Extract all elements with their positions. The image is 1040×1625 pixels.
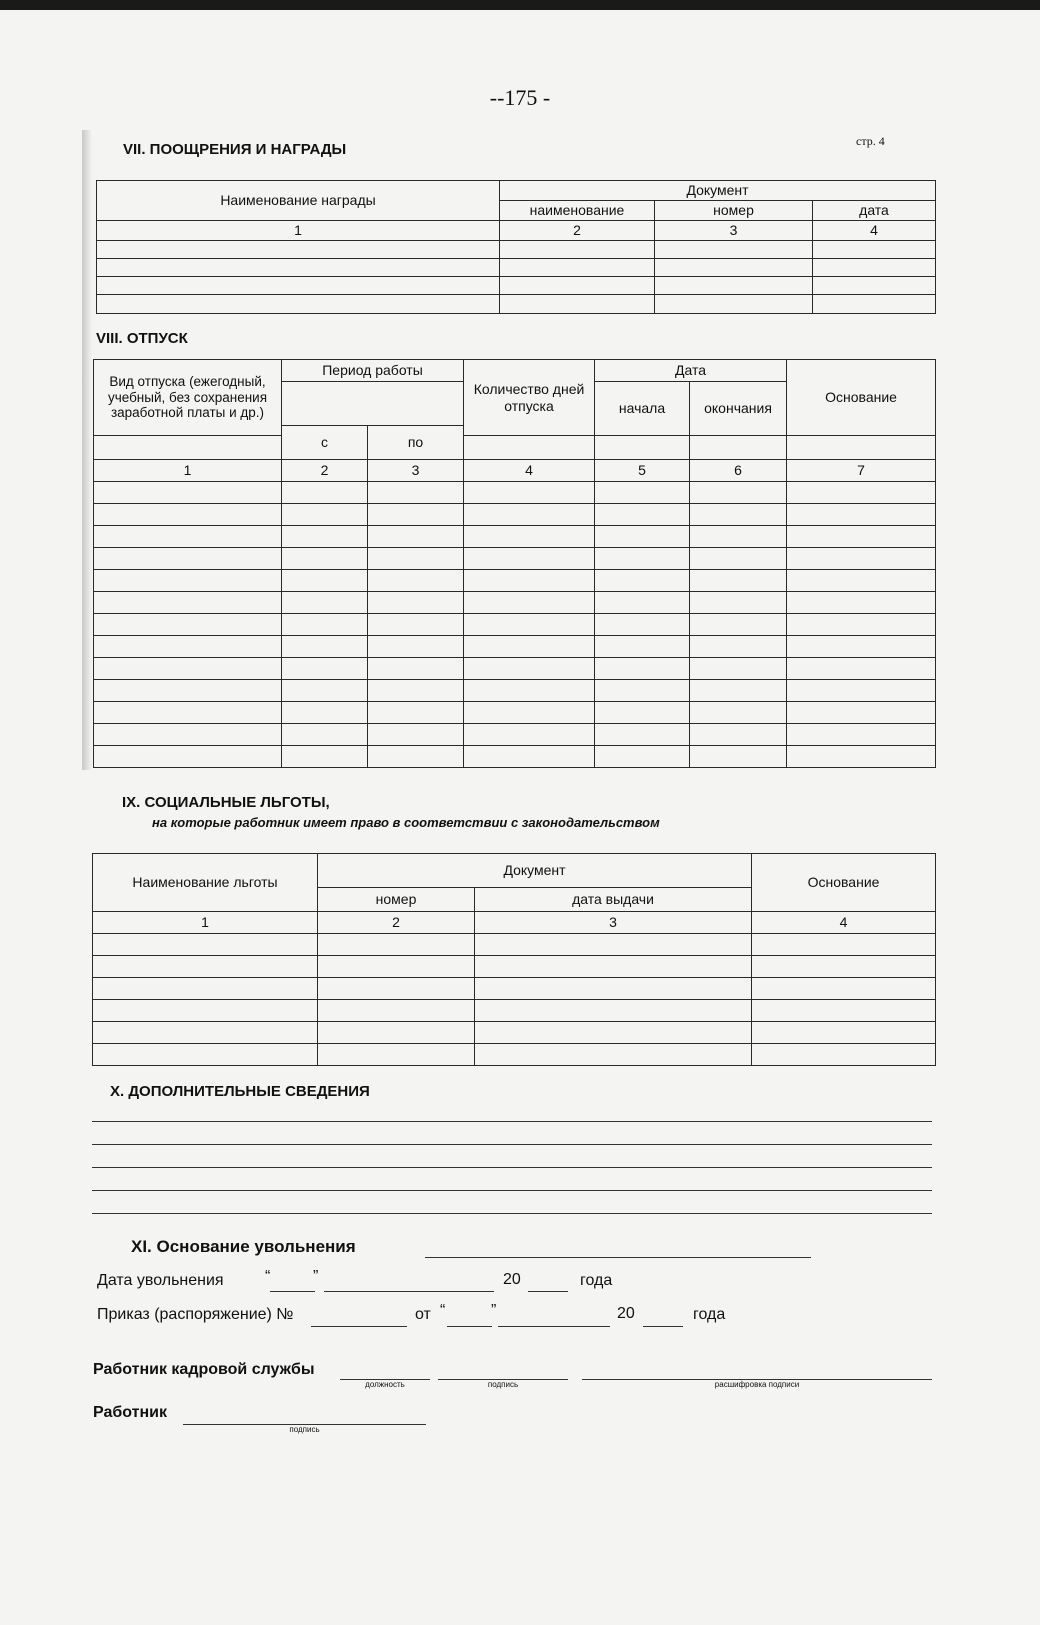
- benefits-cell[interactable]: [752, 1022, 936, 1044]
- awards-cell[interactable]: [500, 277, 655, 295]
- vacation-cell[interactable]: [368, 614, 464, 636]
- vacation-cell[interactable]: [690, 614, 787, 636]
- awards-header-doc-number: номер: [655, 201, 813, 221]
- benefits-cell[interactable]: [318, 1000, 475, 1022]
- awards-cell[interactable]: [500, 295, 655, 314]
- vacation-row: [94, 746, 936, 768]
- additional-info-line[interactable]: [92, 1167, 932, 1168]
- vacation-cell[interactable]: [787, 724, 936, 746]
- benefits-cell[interactable]: [93, 934, 318, 956]
- vacation-cell[interactable]: [464, 614, 595, 636]
- vacation-cell[interactable]: [368, 504, 464, 526]
- awards-cell[interactable]: [655, 241, 813, 259]
- dismissal-year-suffix: года: [580, 1272, 613, 1289]
- additional-section-title: X. ДОПОЛНИТЕЛЬНЫЕ СВЕДЕНИЯ: [110, 1083, 370, 1100]
- vacation-cell[interactable]: [690, 658, 787, 680]
- vacation-row: [94, 702, 936, 724]
- benefits-cell[interactable]: [93, 1044, 318, 1066]
- vacation-cell[interactable]: [595, 658, 690, 680]
- order-open-quote: “: [440, 1302, 446, 1319]
- vacation-cell[interactable]: [595, 570, 690, 592]
- benefits-cell[interactable]: [475, 1000, 752, 1022]
- awards-cell[interactable]: [500, 241, 655, 259]
- vacation-cell[interactable]: [595, 614, 690, 636]
- dismissal-date-label: Дата увольнения: [97, 1272, 224, 1289]
- awards-section-title: VII. ПООЩРЕНИЯ И НАГРАДЫ: [123, 141, 347, 158]
- vacation-header-work-period: Период работы: [282, 360, 464, 382]
- dismissal-basis-line[interactable]: [425, 1257, 811, 1258]
- awards-row: [97, 277, 936, 295]
- vacation-cell[interactable]: [282, 636, 368, 658]
- vacation-cell[interactable]: [464, 548, 595, 570]
- dismissal-year-prefix: 20: [503, 1271, 521, 1288]
- vacation-header-date: Дата: [595, 360, 787, 382]
- awards-header-name: Наименование награды: [97, 181, 500, 221]
- awards-cell[interactable]: [813, 259, 936, 277]
- vacation-cell[interactable]: [282, 746, 368, 768]
- vacation-col-number: 6: [690, 460, 787, 482]
- vacation-cell[interactable]: [690, 724, 787, 746]
- vacation-cell[interactable]: [282, 482, 368, 504]
- vacation-cell[interactable]: [690, 548, 787, 570]
- vacation-cell[interactable]: [282, 570, 368, 592]
- vacation-cell[interactable]: [94, 526, 282, 548]
- benefits-cell[interactable]: [752, 956, 936, 978]
- hr-position-caption: должность: [365, 1380, 405, 1389]
- vacation-header-from: с: [282, 426, 368, 460]
- vacation-cell[interactable]: [787, 592, 936, 614]
- dismissal-section-title: XI. Основание увольнения: [131, 1237, 356, 1256]
- vacation-table-body: [93, 425, 936, 768]
- vacation-cell[interactable]: [368, 702, 464, 724]
- benefits-section-subtitle: на которые работник имеет право в соответствии с законодательством: [152, 815, 660, 830]
- dismissal-month-line[interactable]: [324, 1291, 494, 1292]
- benefits-header-basis: Основание: [752, 854, 936, 912]
- vacation-cell[interactable]: [690, 746, 787, 768]
- vacation-cell[interactable]: [690, 680, 787, 702]
- vacation-cell[interactable]: [464, 592, 595, 614]
- vacation-cell[interactable]: [787, 504, 936, 526]
- awards-cell[interactable]: [813, 241, 936, 259]
- awards-col-number: 3: [655, 221, 813, 241]
- benefits-cell[interactable]: [475, 978, 752, 1000]
- order-number-line[interactable]: [311, 1326, 407, 1327]
- scan-top-border: [0, 0, 1040, 10]
- awards-cell[interactable]: [813, 295, 936, 314]
- additional-info-line[interactable]: [92, 1190, 932, 1191]
- vacation-cell[interactable]: [595, 702, 690, 724]
- awards-row: [97, 295, 936, 314]
- vacation-cell[interactable]: [282, 680, 368, 702]
- order-year-prefix: 20: [617, 1305, 635, 1322]
- benefits-row: [93, 1000, 936, 1022]
- vacation-cell[interactable]: [595, 526, 690, 548]
- date-open-quote: “: [265, 1268, 271, 1285]
- vacation-cell[interactable]: [368, 592, 464, 614]
- vacation-cell[interactable]: [464, 504, 595, 526]
- awards-cell[interactable]: [655, 295, 813, 314]
- vacation-cell[interactable]: [595, 680, 690, 702]
- hr-worker-label: Работник кадровой службы: [93, 1361, 315, 1378]
- vacation-cell[interactable]: [94, 746, 282, 768]
- vacation-cell[interactable]: [282, 724, 368, 746]
- vacation-row: [94, 724, 936, 746]
- vacation-cell[interactable]: [94, 482, 282, 504]
- vacation-cell[interactable]: [787, 526, 936, 548]
- vacation-cell[interactable]: [690, 482, 787, 504]
- order-close-quote: ”: [491, 1302, 497, 1319]
- benefits-cell[interactable]: [318, 1044, 475, 1066]
- vacation-cell[interactable]: [282, 504, 368, 526]
- benefits-cell[interactable]: [475, 1044, 752, 1066]
- additional-info-line[interactable]: [92, 1213, 932, 1214]
- vacation-cell[interactable]: [94, 658, 282, 680]
- vacation-header-type: Вид отпуска (ежегодный, учебный, без сохранения заработной платы и др.): [94, 360, 282, 436]
- vacation-cell[interactable]: [595, 592, 690, 614]
- vacation-cell[interactable]: [595, 636, 690, 658]
- vacation-col-number: 1: [94, 460, 282, 482]
- awards-cell[interactable]: [97, 259, 500, 277]
- benefits-table: [92, 853, 936, 1066]
- benefits-cell[interactable]: [93, 978, 318, 1000]
- vacation-cell[interactable]: [368, 658, 464, 680]
- vacation-header-days: Количество дней отпуска: [464, 360, 595, 436]
- awards-cell[interactable]: [655, 277, 813, 295]
- vacation-cell[interactable]: [94, 504, 282, 526]
- vacation-cell[interactable]: [464, 702, 595, 724]
- page-number: --175 -: [489, 85, 551, 110]
- vacation-cell[interactable]: [690, 526, 787, 548]
- benefits-cell[interactable]: [475, 1022, 752, 1044]
- vacation-cell[interactable]: [282, 658, 368, 680]
- vacation-header-basis: Основание: [787, 360, 936, 436]
- awards-header-doc-date: дата: [813, 201, 936, 221]
- vacation-cell[interactable]: [787, 614, 936, 636]
- vacation-cell[interactable]: [690, 636, 787, 658]
- vacation-cell[interactable]: [282, 526, 368, 548]
- vacation-row: [94, 548, 936, 570]
- vacation-cell[interactable]: [94, 680, 282, 702]
- benefits-cell[interactable]: [93, 956, 318, 978]
- vacation-cell[interactable]: [368, 724, 464, 746]
- vacation-cell[interactable]: [282, 702, 368, 724]
- vacation-cell[interactable]: [368, 746, 464, 768]
- benefits-row: [93, 978, 936, 1000]
- vacation-cell[interactable]: [464, 680, 595, 702]
- benefits-col-number: 4: [752, 912, 936, 934]
- benefits-cell[interactable]: [93, 1000, 318, 1022]
- awards-table: [96, 180, 936, 314]
- benefits-cell[interactable]: [93, 1022, 318, 1044]
- vacation-cell[interactable]: [787, 746, 936, 768]
- additional-info-line[interactable]: [92, 1121, 932, 1122]
- awards-header-doc-name: наименование: [500, 201, 655, 221]
- vacation-cell[interactable]: [464, 724, 595, 746]
- vacation-row: [94, 680, 936, 702]
- awards-cell[interactable]: [655, 259, 813, 277]
- awards-cell[interactable]: [97, 295, 500, 314]
- vacation-cell[interactable]: [282, 614, 368, 636]
- vacation-cell[interactable]: [690, 702, 787, 724]
- hr-decoding-caption: расшифровка подписи: [714, 1380, 800, 1389]
- vacation-col-number: 3: [368, 460, 464, 482]
- vacation-cell[interactable]: [368, 680, 464, 702]
- vacation-row: [94, 504, 936, 526]
- employee-label: Работник: [93, 1404, 167, 1421]
- benefits-header-issue-date: дата выдачи: [475, 888, 752, 912]
- vacation-cell[interactable]: [595, 548, 690, 570]
- benefits-cell[interactable]: [752, 978, 936, 1000]
- benefits-col-number: 3: [475, 912, 752, 934]
- vacation-row: [94, 636, 936, 658]
- vacation-cell[interactable]: [690, 504, 787, 526]
- benefits-col-number: 2: [318, 912, 475, 934]
- order-month-line[interactable]: [498, 1326, 610, 1327]
- vacation-col-number: 5: [595, 460, 690, 482]
- benefits-cell[interactable]: [752, 934, 936, 956]
- vacation-header-to: по: [368, 426, 464, 460]
- vacation-cell[interactable]: [94, 570, 282, 592]
- benefits-cell[interactable]: [318, 978, 475, 1000]
- vacation-cell[interactable]: [595, 482, 690, 504]
- vacation-cell[interactable]: [595, 724, 690, 746]
- dismissal-day-line[interactable]: [270, 1291, 315, 1292]
- awards-header-document: Документ: [500, 181, 936, 201]
- additional-info-line[interactable]: [92, 1144, 932, 1145]
- vacation-cell[interactable]: [787, 658, 936, 680]
- vacation-cell[interactable]: [595, 504, 690, 526]
- vacation-header-basis-cont: [787, 426, 936, 460]
- vacation-cell[interactable]: [690, 570, 787, 592]
- vacation-col-number: 7: [787, 460, 936, 482]
- vacation-cell[interactable]: [368, 526, 464, 548]
- vacation-cell[interactable]: [464, 482, 595, 504]
- order-day-line[interactable]: [447, 1326, 492, 1327]
- vacation-cell[interactable]: [94, 702, 282, 724]
- vacation-cell[interactable]: [94, 592, 282, 614]
- benefits-cell[interactable]: [752, 1000, 936, 1022]
- awards-col-number: 1: [97, 221, 500, 241]
- benefits-cell[interactable]: [318, 956, 475, 978]
- awards-row: [97, 259, 936, 277]
- awards-cell[interactable]: [500, 259, 655, 277]
- benefits-row: [93, 1022, 936, 1044]
- awards-col-number: 4: [813, 221, 936, 241]
- benefits-row: [93, 956, 936, 978]
- vacation-col-number: 4: [464, 460, 595, 482]
- hr-signature-caption: подпись: [487, 1380, 519, 1389]
- vacation-cell[interactable]: [787, 570, 936, 592]
- benefits-cell[interactable]: [475, 956, 752, 978]
- vacation-cell[interactable]: [282, 592, 368, 614]
- vacation-section-title: VIII. ОТПУСК: [96, 330, 188, 347]
- date-close-quote: ”: [313, 1268, 319, 1285]
- vacation-row: [94, 526, 936, 548]
- awards-row: [97, 241, 936, 259]
- vacation-cell[interactable]: [787, 482, 936, 504]
- vacation-cell[interactable]: [595, 746, 690, 768]
- awards-col-number: 2: [500, 221, 655, 241]
- benefits-header-document: Документ: [318, 854, 752, 888]
- employee-signature-caption: подпись: [289, 1425, 320, 1434]
- vacation-cell[interactable]: [464, 746, 595, 768]
- vacation-cell[interactable]: [94, 548, 282, 570]
- awards-cell[interactable]: [97, 277, 500, 295]
- benefits-cell[interactable]: [752, 1044, 936, 1066]
- page-reference: стр. 4: [856, 134, 885, 148]
- awards-cell[interactable]: [813, 277, 936, 295]
- benefits-col-number: 1: [93, 912, 318, 934]
- vacation-header-start-cont: [595, 426, 690, 460]
- vacation-cell[interactable]: [282, 548, 368, 570]
- vacation-col-number: 2: [282, 460, 368, 482]
- order-label: Приказ (распоряжение) №: [97, 1306, 294, 1323]
- vacation-header-type-cont: [94, 426, 282, 460]
- scan-page-shadow: [82, 130, 92, 770]
- vacation-cell[interactable]: [787, 636, 936, 658]
- vacation-cell[interactable]: [94, 636, 282, 658]
- benefits-cell[interactable]: [475, 934, 752, 956]
- dismissal-year-line[interactable]: [528, 1291, 568, 1292]
- benefits-cell[interactable]: [318, 934, 475, 956]
- benefits-row: [93, 934, 936, 956]
- vacation-cell[interactable]: [94, 614, 282, 636]
- vacation-cell[interactable]: [690, 592, 787, 614]
- order-from-label: от: [415, 1306, 431, 1323]
- vacation-header-start: начала: [595, 382, 690, 436]
- vacation-cell[interactable]: [368, 636, 464, 658]
- vacation-cell[interactable]: [787, 702, 936, 724]
- benefits-section-title: IX. СОЦИАЛЬНЫЕ ЛЬГОТЫ,: [122, 794, 330, 811]
- vacation-cell[interactable]: [787, 680, 936, 702]
- order-year-line[interactable]: [643, 1326, 683, 1327]
- vacation-row: [94, 592, 936, 614]
- benefits-row: [93, 1044, 936, 1066]
- vacation-header-end-cont: [690, 426, 787, 460]
- benefits-header-number: номер: [318, 888, 475, 912]
- vacation-cell[interactable]: [787, 548, 936, 570]
- vacation-header-end: окончания: [690, 382, 787, 436]
- vacation-row: [94, 658, 936, 680]
- awards-cell[interactable]: [97, 241, 500, 259]
- vacation-cell[interactable]: [368, 482, 464, 504]
- benefits-header-name: Наименование льготы: [93, 854, 318, 912]
- vacation-header-days-cont: [464, 426, 595, 460]
- vacation-cell[interactable]: [464, 658, 595, 680]
- benefits-cell[interactable]: [318, 1022, 475, 1044]
- vacation-row: [94, 570, 936, 592]
- vacation-cell[interactable]: [94, 724, 282, 746]
- order-year-suffix: года: [693, 1306, 726, 1323]
- vacation-cell[interactable]: [464, 526, 595, 548]
- vacation-cell[interactable]: [368, 548, 464, 570]
- vacation-cell[interactable]: [368, 570, 464, 592]
- vacation-cell[interactable]: [464, 636, 595, 658]
- vacation-row: [94, 614, 936, 636]
- vacation-row: [94, 482, 936, 504]
- vacation-cell[interactable]: [464, 570, 595, 592]
